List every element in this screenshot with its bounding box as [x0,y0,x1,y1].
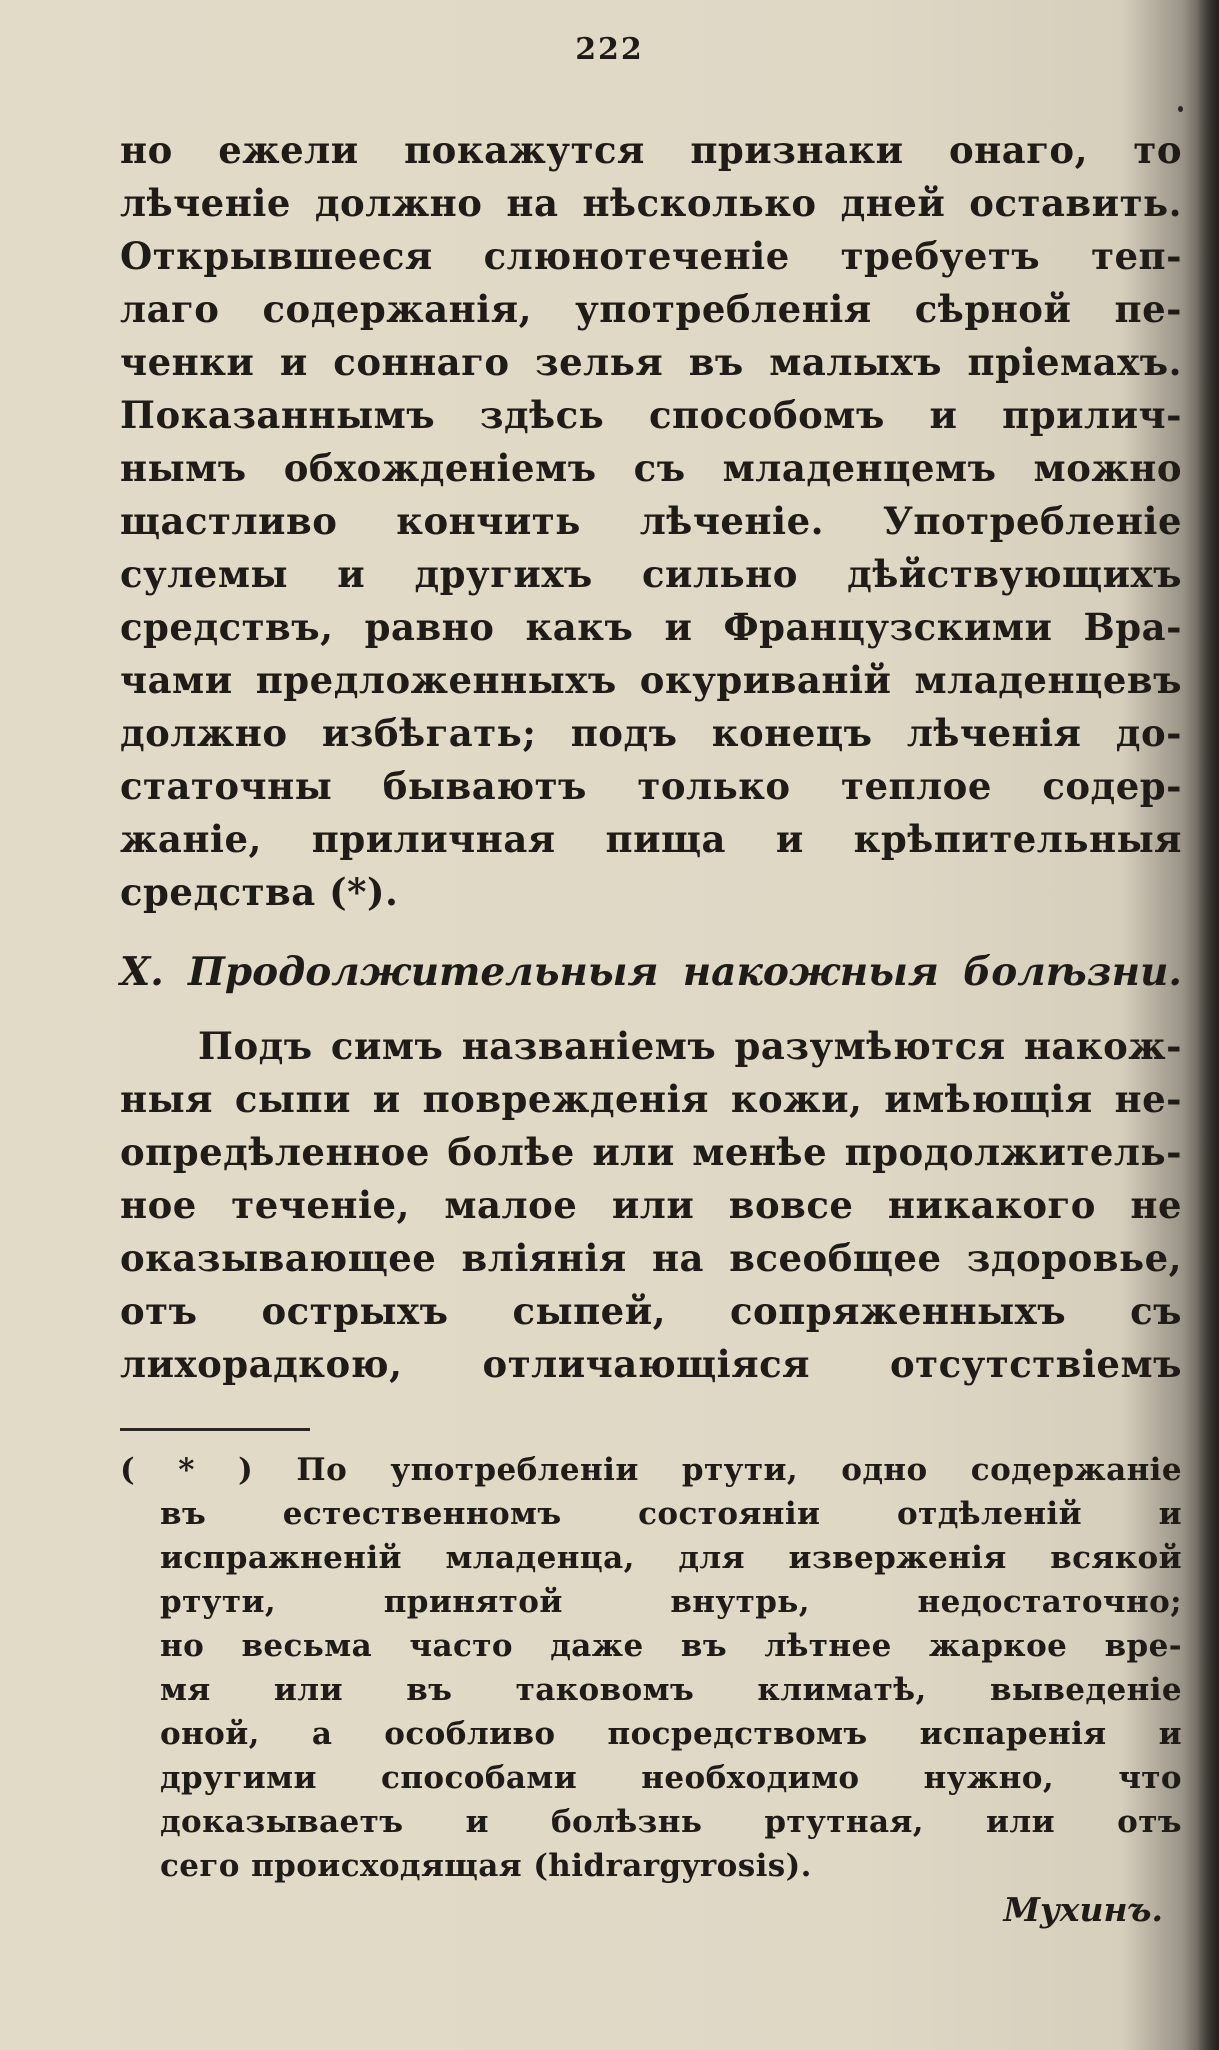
text-line: отъ острыхъ сыпей, сопряженныхъ съ [120,1289,1182,1333]
page-edge-shadow [1197,0,1219,2050]
text-line: щастливо кончить лѣченіе. Употребленіе [120,499,1182,543]
text-line: оказывающее вліянія на всеобщее здоровье, [120,1236,1182,1280]
text-line: Открывшееся слюнотеченіе требуетъ теп- [120,234,1182,278]
text-line: Показаннымъ здѣсь способомъ и прилич- [120,393,1182,437]
text-line: лихорадкою, отличающіяся отсутствіемъ [120,1342,1182,1386]
text-line: Подъ симъ названіемъ разумѣются накож- [198,1024,1182,1068]
paragraph-section [120,1020,1182,1391]
text-line: ченки и соннаго зелья въ малыхъ пріемахъ. [120,340,1182,384]
section-heading: X. Продолжительныя накожныя болѣзни. [120,949,1182,995]
footnote-line: испражненій младенца, для изверженія всякой [160,1540,1182,1576]
footnote-line: другими способами необходимо нужно, что [160,1760,1182,1796]
text-line: лѣченіе должно на нѣсколько дней оставить. [120,181,1182,225]
footnote-line: сего происходящая (hidrargyrosis). [160,1848,812,1884]
footnote-line: оной, а особливо посредствомъ испаренія и [160,1716,1182,1752]
page-number: 222 [575,32,644,67]
footnote-line: ртути, принятой внутрь, недостаточно; [160,1584,1182,1620]
footnote-line: но весьма часто даже въ лѣтнее жаркое вре- [160,1628,1182,1664]
text-line: ныя сыпи и поврежденія кожи, имѣющія не- [120,1077,1182,1121]
text-line: жаніе, приличная пища и крѣпительныя [120,817,1182,861]
paragraph-main [120,124,1182,919]
text-line: но ежели покажутся признаки онаго, то [120,128,1182,172]
footnote-line: въ естественномъ состояніи отдѣленій и [160,1496,1182,1532]
text-line: нымъ обхожденіемъ съ младенцемъ можно [120,446,1182,490]
ink-speck [1178,106,1183,112]
footnote-divider [120,1428,310,1431]
text-line: статочны бываютъ только теплое содер- [120,764,1182,808]
text-line: опредѣленное болѣе или менѣе продолжитель- [120,1130,1182,1174]
footnote [120,1448,1182,1888]
footnote-line: ( * ) По употребленіи ртути, одно содержаніе [120,1452,1182,1488]
footnote-signature: Мухинъ. [1003,1890,1163,1929]
text-line: сулемы и другихъ сильно дѣйствующихъ [120,552,1182,596]
text-line: чами предложенныхъ окуриваній младенцевъ [120,658,1182,702]
footnote-line: мя или въ таковомъ климатѣ, выведеніе [160,1672,1182,1708]
text-line: средствъ, равно какъ и Французскими Вра- [120,605,1182,649]
footnote-line: доказываетъ и болѣзнь ртутная, или отъ [160,1804,1182,1840]
text-line: средства (*). [120,870,399,914]
text-line: лаго содержанія, употребленія сѣрной пе- [120,287,1182,331]
text-line: ное теченіе, малое или вовсе никакого не [120,1183,1182,1227]
text-line: должно избѣгать; подъ конецъ лѣченія до- [120,711,1182,755]
